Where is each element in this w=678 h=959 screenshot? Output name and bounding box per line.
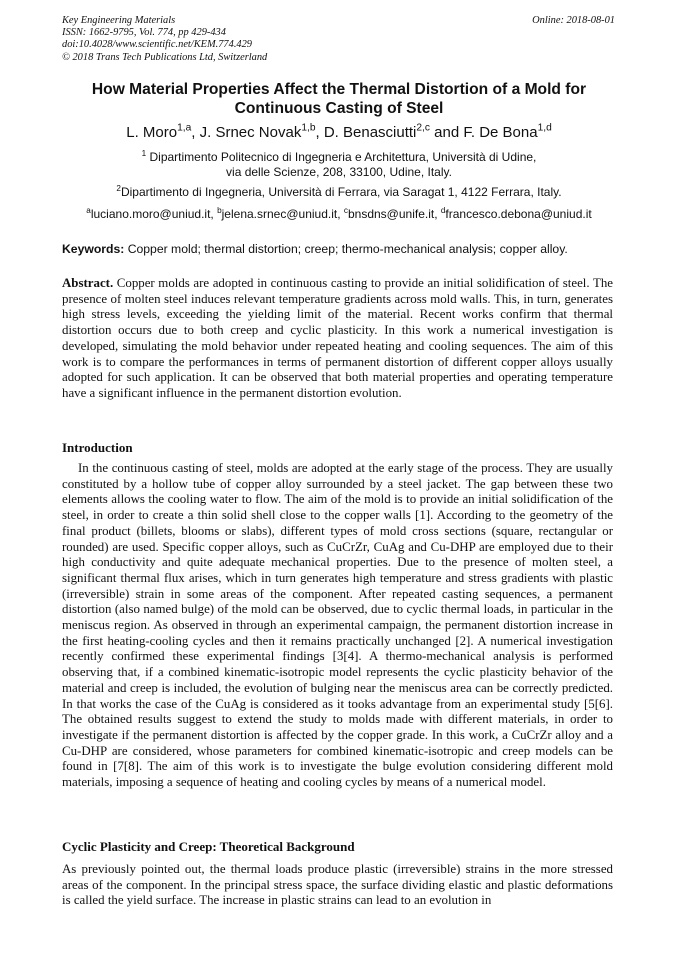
copyright-line: © 2018 Trans Tech Publications Ltd, Switzerland [62, 51, 268, 63]
author: D. Benasciutti [323, 124, 417, 141]
section-heading-cyclic-plasticity: Cyclic Plasticity and Creep: Theoretical Background [62, 839, 355, 854]
abstract-text: Copper molds are adopted in continuous casting to provide an initial solidification of steel. The presence of molten steel induces relevant temperature gradients across mold walls. This, in turn, generates high stress levels, exceeding the yielding limit of the material. Recent works confirm that thermal distortion occurs due to both creep and cyclic plasticity. In this work a numerical investigation is developed, simulating the mold behavior under repeated heating and cooling sequences. The aim of this work is to compare the performances in terms of permanent distortion of different copper alloys usually adopted for such application. It can be observed that both material properties and operating temperature have a significant influence in the permanent distortion evolution. [62, 276, 613, 400]
email-sup: b [217, 205, 222, 215]
journal-metadata [62, 15, 267, 64]
author: F. De Bona [463, 124, 538, 141]
email: jelena.srnec@uniud.it, [221, 207, 344, 221]
email: bnsdns@unife.it, [347, 207, 441, 221]
email: francesco.debona@uniud.it [445, 207, 592, 221]
online-date: Online: 2018-08-01 [532, 15, 615, 26]
section-heading-introduction: Introduction [62, 440, 133, 455]
affiliation-1 [40, 150, 638, 179]
cyclic-plasticity-body [62, 862, 613, 909]
abstract [62, 276, 613, 402]
author-separator: and [429, 124, 464, 141]
author: L. Moro [126, 124, 178, 141]
email-sup: c [343, 205, 348, 215]
paper-title [40, 80, 638, 118]
email-sup: a [86, 205, 91, 215]
author: J. Srnec Novak [199, 124, 302, 141]
issn-line: ISSN: 1662-9795, Vol. 774, pp 429-434 [62, 27, 226, 39]
abstract-label: Abstract. [62, 276, 114, 290]
author-affil-sup: 1,d [537, 122, 552, 134]
author-list [40, 124, 638, 141]
affil-line: Dipartimento di Ingegneria, Università di Ferrara, via Saragat 1, 4122 Ferrara, Italy. [120, 185, 562, 199]
author-separator: , [191, 124, 200, 141]
doi-line: doi:10.4028/www.scientific.net/KEM.774.429 [62, 39, 252, 51]
keywords-label: Keywords: [62, 242, 125, 256]
author-emails [40, 207, 638, 222]
author-affil-sup: 2,c [416, 122, 430, 134]
title-line-1: How Material Properties Affect the Thermal Distortion of a Mold for [91, 81, 587, 98]
author-separator: , [315, 124, 324, 141]
journal-name: Key Engineering Materials [62, 15, 176, 26]
introduction-paragraph: In the continuous casting of steel, molds are adopted at the early stage of the process. They are usually constituted by a hollow tube of copper alloy surrounded by a steel jacket. The gap between these two elements allows the cooling water to flow. The aim of the mold is to provide an initial solidification of the steel, in order to create a thin solid shell close to the copper walls [1]. According to the geometry of the final product (billets, blooms or slabs), different types of mold cross sections (square, rectangular or rounded) are used. Specific copper alloys, such as CuCrZr, CuAg and Cu-DHP are employed due to their high conductivity and quite adequate mechanical properties. Due to the presence of molten steel, a significant thermal flux arises, which in turn generates high temperature and stress gradients with plastic (irreversible) strain in some areas of the component. After repeated casting sequences, a permanent distortion (also named bulge) of the mold can be observed, due to cyclic thermal loads, in particular in the meniscus region. As observed in through an experimental campaign, the permanent distortion increase in the first heating-cooling cycles and then it remains practically unchanged [2]. A numerical investigation recently confirmed these experimental findings [3[4]. A thermo-mechanical analysis is performed observing that, if a combined kinematic-isotropic model represents the cyclic plasticity behavior of the material and creep is included, the evolution of bulging near the meniscus area can be correctly predicted. In that works the case of the CuAg is considered as it tooks advantage from an experimental study [5[6]. The obtained results suggest to extend the study to molds made with different materials, in order to investigate if the permanent distortion is affected by the copper grade. In this work, a CuCrZr alloy and a Cu-DHP are considered, whose parameters for combined kinematic-isotropic and creep models can be found in [7[8]. The aim of this work is to investigate the bulge evolution considering different mold materials, imposing a sequence of heating and cooling cycles by means of a numerical model. [62, 461, 613, 790]
author-affil-sup: 1,b [301, 122, 316, 134]
affil-sup: 1 [141, 148, 147, 158]
introduction-body [62, 461, 613, 791]
keywords-text: Copper mold; thermal distortion; creep; thermo-mechanical analysis; copper alloy. [124, 242, 568, 256]
affiliation-2 [40, 185, 638, 200]
affil-line: via delle Scienze, 208, 33100, Udine, Italy. [226, 164, 452, 179]
cyclic-plasticity-paragraph: As previously pointed out, the thermal loads produce plastic (irreversible) strains in the more stressed areas of the component. In the principal stress space, the surface dividing elastic and plastic deformations is called the yield surface. The increase in plastic strains can lead to an evolution in [62, 862, 613, 908]
affil-sup: 2 [116, 183, 121, 193]
title-line-2: Continuous Casting of Steel [234, 100, 444, 117]
author-affil-sup: 1,a [177, 122, 192, 134]
affil-line: Dipartimento Politecnico di Ingegneria e Architettura, Università di Udine, [146, 150, 537, 164]
keywords [62, 242, 568, 256]
email-sup: d [440, 205, 446, 215]
email: luciano.moro@uniud.it, [90, 207, 218, 221]
